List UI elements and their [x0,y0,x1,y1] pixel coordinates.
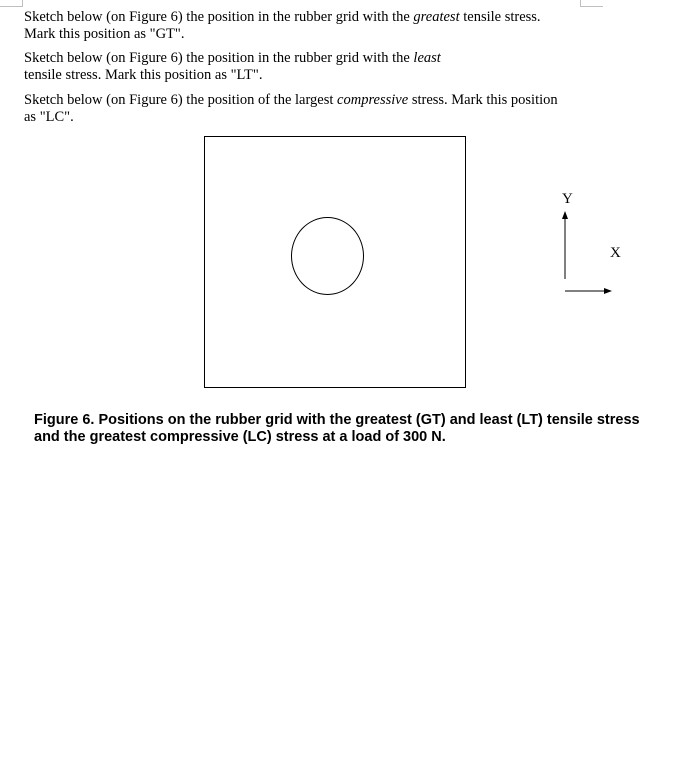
instruction-lt-mark: tensile stress. Mark this position as "LT". [24,67,263,83]
rubber-grid-figure [204,136,466,388]
axis-x-label: X [610,245,621,261]
instruction-lc-text: Sketch below (on Figure 6) the position of the largest [24,92,338,108]
instruction-lc-text-end: stress. Mark this position [408,92,558,108]
instruction-greatest-tensile [24,9,541,43]
instruction-lc-emphasis: compressive [337,92,409,108]
axis-x-arrowhead-icon [604,288,612,294]
circular-hole [291,217,364,295]
instruction-least-tensile [24,50,441,84]
axis-y-arrowhead-icon [562,211,568,219]
coordinate-axes [540,185,630,305]
instruction-gt-text: Sketch below (on Figure 6) the position in the rubber grid with the [24,9,414,25]
axis-y-label: Y [562,191,573,207]
instruction-lt-text: Sketch below (on Figure 6) the position in the rubber grid with the [24,50,414,66]
crop-mark-top-left [0,0,23,7]
instruction-lt-emphasis: least [413,50,441,66]
instruction-gt-emphasis: greatest [413,9,460,25]
figure-caption-line-1: Figure 6. Positions on the rubber grid with the greatest (GT) and least (LT) tensile stress [34,412,640,428]
instruction-gt-text-end: tensile stress. [459,9,541,25]
instruction-lc-mark: as "LC". [24,109,74,125]
instruction-largest-compressive [24,92,558,126]
figure-caption-line-2: and the greatest compressive (LC) stress at a load of 300 N. [34,429,446,445]
figure-caption [34,412,664,446]
crop-mark-top-right [580,0,603,7]
instruction-gt-mark: Mark this position as "GT". [24,26,185,42]
